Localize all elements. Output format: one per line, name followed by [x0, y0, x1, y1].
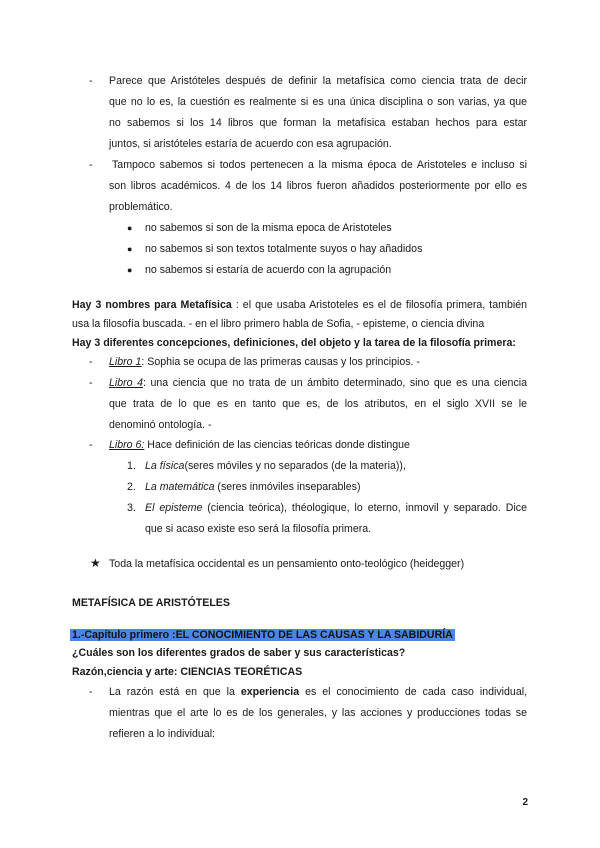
chapter-item	[109, 685, 527, 699]
chapter-item-post: es el conocimiento de cada caso individual,	[299, 686, 528, 698]
list-dash: -	[89, 159, 93, 171]
paragraph-line: denominó ontología. -	[109, 419, 212, 431]
paragraph-line: no sabemos si los 14 libros que forman la metafísica estaban hechos para estar	[109, 117, 527, 129]
list-dash: -	[89, 439, 93, 451]
libro4-text: : una ciencia que no trata de un ámbito determinado, sino que es una ciencia	[143, 377, 527, 389]
paragraph-line: problemático.	[109, 201, 173, 213]
libro1-label: Libro 1	[109, 356, 142, 368]
chapter-item-pre: La razón está en que la	[109, 686, 241, 698]
paragraph-line: que no lo es, la cuestión es realmente si es una única disciplina o son varias, ya que	[109, 96, 527, 108]
list-dash: -	[89, 75, 93, 87]
numbered-italic: La física	[145, 460, 185, 472]
list-dash: -	[89, 686, 93, 698]
chapter-subhead: Razón,ciencia y arte: CIENCIAS TEORÉTICAS	[72, 666, 303, 678]
names-rest: : el que usaba Aristoteles es el de filosofía primera, también	[231, 299, 527, 311]
paragraph-line: usa la filosofía buscada. - en el libro primero habla de Sofia, - episteme, o ciencia divina	[72, 318, 485, 330]
numbered-italic: El episteme	[145, 502, 203, 514]
paragraph-line: mientras que el arte lo es de los generales, y las acciones y producciones todas se	[109, 707, 527, 719]
paragraph-line: son libros académicos. 4 de los 14 libros fueron añadidos posteriormente por ello es	[109, 180, 527, 192]
paragraph-line: refieren a lo individual:	[109, 728, 215, 740]
paragraph-line: Parece que Aristóteles después de definir la metafísica como ciencia trata de decir	[109, 75, 527, 87]
bullet-icon: ●	[127, 223, 133, 233]
bullet-icon: ●	[127, 244, 133, 254]
chapter-item-bold: experiencia	[240, 686, 300, 698]
bullet-icon: ●	[127, 265, 133, 275]
star-note: Toda la metafísica occidental es un pensamiento onto-teológico (heidegger)	[109, 558, 465, 570]
chapter-highlight: 1.-Capítulo primero :EL CONOCIMIENTO DE LAS CAUSAS Y LA SABIDURÍA	[72, 629, 453, 641]
list-number: 1.	[127, 460, 136, 472]
list-number: 3.	[127, 502, 136, 514]
paragraph-line: que trata de lo que es en tanto que es, de los atributos, en el siglo XVII se le	[109, 398, 527, 410]
libro4-item	[109, 376, 527, 390]
paragraph-line: Tampoco sabemos si todos pertenecen a la misma época de Aristoteles e incluso si	[112, 159, 527, 171]
numbered-rest: (ciencia teórica), théologique, lo eterno, inmovil y separado. Dice	[202, 502, 527, 514]
section-title: METAFÍSICA DE ARISTÓTELES	[72, 597, 230, 609]
chapter-heading	[70, 628, 455, 642]
numbered-item	[145, 459, 406, 473]
list-dash: -	[89, 356, 93, 368]
list-dash: -	[89, 377, 93, 389]
libro6-text: Hace definición de las ciencias teóricas donde distingue	[144, 439, 410, 451]
star-icon: ★	[90, 556, 101, 570]
page-number: 2	[522, 797, 528, 808]
numbered-italic: La matemática	[145, 481, 215, 493]
libro1-text: : Sophia se ocupa de las primeras causas y los principios. -	[141, 356, 420, 368]
paragraph-line: que si acaso existe eso será la filosofía primera.	[145, 523, 372, 535]
numbered-rest: (seres inmóviles inseparables)	[214, 481, 361, 493]
names-paragraph	[72, 298, 527, 312]
bullet-text: no sabemos si son de la misma epoca de Aristoteles	[145, 222, 392, 234]
bullet-text: no sabemos si estaría de acuerdo con la agrupación	[145, 264, 392, 276]
conceptions-heading: Hay 3 diferentes concepciones, definiciones, del objeto y la tarea de la filosofía primera:	[72, 337, 516, 349]
libro6-item	[109, 438, 410, 452]
libro1-item	[109, 355, 420, 369]
numbered-rest: (seres móviles y no separados (de la materia)),	[184, 460, 406, 472]
list-number: 2.	[127, 481, 136, 493]
libro6-label: Libro 6:	[109, 439, 145, 451]
libro4-label: Libro 4	[109, 377, 143, 389]
numbered-item	[145, 480, 361, 494]
names-bold: Hay 3 nombres para Metafísica	[72, 299, 232, 311]
paragraph-line: juntos, si aristóteles estaría de acuerdo con esa agrupación.	[109, 138, 392, 150]
chapter-question: ¿Cuáles son los diferentes grados de saber y sus características?	[72, 647, 406, 659]
numbered-item	[145, 501, 527, 515]
bullet-text: no sabemos si son textos totalmente suyos o hay añadidos	[145, 243, 423, 255]
